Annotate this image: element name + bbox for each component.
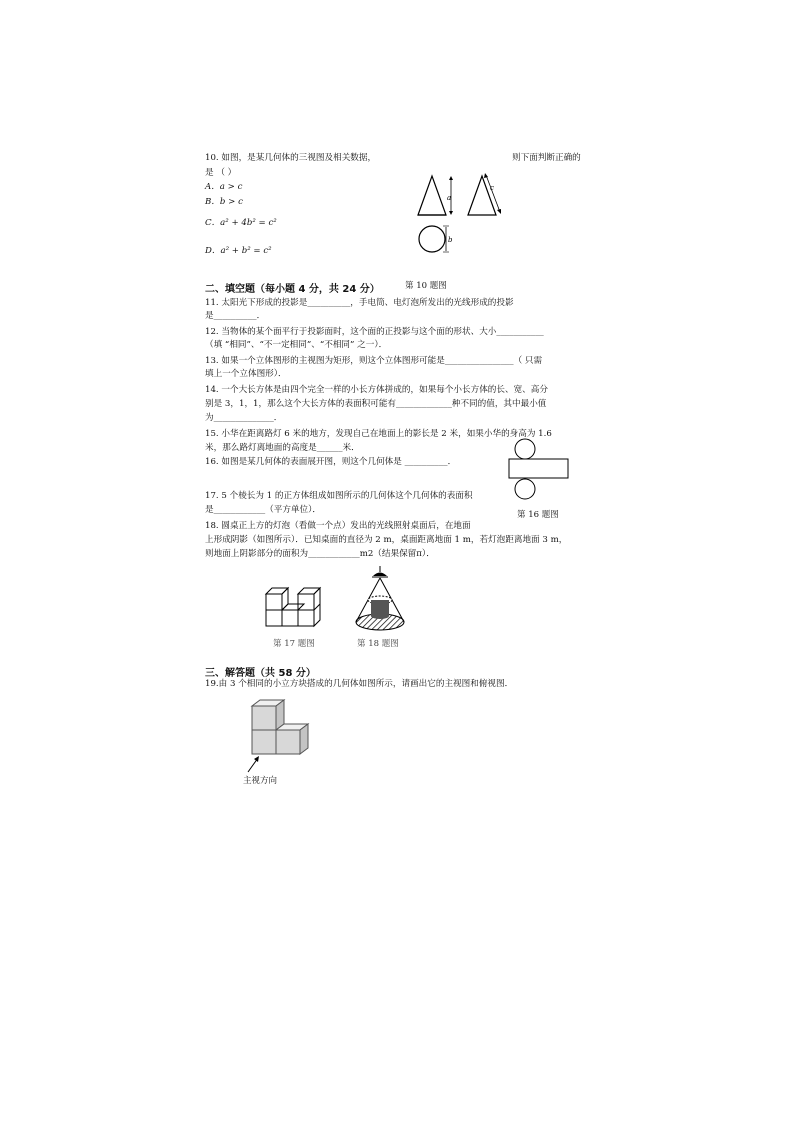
- q10-line1: 10. 如图，是某几何体的三视图及相关数据，: [205, 153, 377, 163]
- q10-line2: 是 （ ）: [205, 168, 237, 178]
- q11-line2: 是__________．: [205, 311, 266, 321]
- q14-line3: 为______________．: [205, 413, 283, 423]
- q17-line2: 是____________（平方单位）．: [205, 505, 322, 515]
- q10-line1-right: 则下面判断正确的: [512, 153, 581, 163]
- q14-line1: 14. 一个大长方体是由四个完全一样的小长方体拼成的，如果每个小长方体的长、宽、高分: [205, 385, 548, 395]
- label-b: b: [448, 236, 453, 244]
- q13-line2: 填上一个立体图形）．: [205, 369, 287, 379]
- q16-line1: 16. 如图是某几何体的表面展开图，则这个几何体是 __________．: [205, 457, 457, 467]
- q17-line1: 17. 5 个棱长为 1 的正方体组成如图所示的几何体这个几何体的表面积: [205, 491, 473, 501]
- q18-line1: 18. 圆桌正上方的灯泡（看做一个点）发出的光线照射桌面后，在地面: [205, 521, 471, 531]
- q12-line1: 12. 当物体的某个面平行于投影面时，这个面的正投影与这个面的形状、大小___________: [205, 327, 544, 337]
- q10-option-a: A．a > c: [205, 182, 243, 192]
- q12-line2: （填 “相同”、“不一定相同”、“不相同” 之一）．: [205, 340, 388, 350]
- q19-direction-label: 主视方向: [243, 776, 278, 786]
- q15-line1: 15. 小华在距离路灯 6 米的地方，发现自己在地面上的影长是 2 米，如果小华的身高为 1.6: [205, 429, 552, 439]
- q18-line2: 上形成阴影（如图所示）．已知桌面的直径为 2 m，桌面距离地面 1 m，若灯泡距离地面 3 m，: [205, 535, 568, 545]
- net-top-circle: [515, 439, 535, 459]
- q19-line1: 19.由 3 个相同的小立方块搭成的几何体如图所示，请画出它的主视图和俯视图．: [205, 679, 514, 689]
- lamp-bulb-icon: [373, 573, 387, 577]
- q16-caption: 第 16 题图: [517, 510, 559, 520]
- net-rectangle: [509, 459, 568, 478]
- q10-three-view-figure: [410, 170, 520, 260]
- q17-caption: 第 17 题图: [273, 639, 315, 649]
- q13-line1: 13. 如果一个立体图形的主视图为矩形，则这个立体图形可能是________________（ 只需: [205, 356, 543, 366]
- q18-line3: 则地面上阴影部分的面积为____________m2（结果保留π）．: [205, 549, 435, 559]
- label-c: c: [490, 184, 494, 192]
- net-bottom-circle: [515, 479, 535, 499]
- section2-title: 二、填空题（每小题 4 分，共 24 分）: [205, 284, 380, 295]
- top-view-circle: [419, 226, 445, 252]
- q17-cubes-figure: [262, 582, 332, 634]
- q18-lamp-figure: [350, 566, 410, 636]
- q14-line2: 别是 3，1，1，那么这个大长方体的表面积可能有_____________种不同的值，其中最小值: [205, 399, 547, 409]
- q11-line1: 11. 太阳光下形成的投影是__________，手电筒、电灯泡所发出的光线形成的投影: [205, 298, 514, 308]
- q15-line2: 米，那么路灯离地面的高度是______米．: [205, 443, 360, 453]
- q10-option-b: B．b > c: [205, 197, 243, 207]
- side-view-triangle: [468, 176, 496, 215]
- front-view-triangle: [418, 176, 446, 215]
- q18-caption: 第 18 题图: [357, 639, 399, 649]
- q10-option-d: D．a² + b² = c²: [205, 246, 272, 256]
- section3-title: 三、解答题（共 58 分）: [205, 668, 316, 679]
- q10-caption: 第 10 题图: [405, 281, 447, 291]
- label-a: a: [447, 194, 452, 202]
- q10-option-c: C．a² + 4b² = c²: [205, 218, 277, 228]
- q16-net-figure: [506, 438, 572, 508]
